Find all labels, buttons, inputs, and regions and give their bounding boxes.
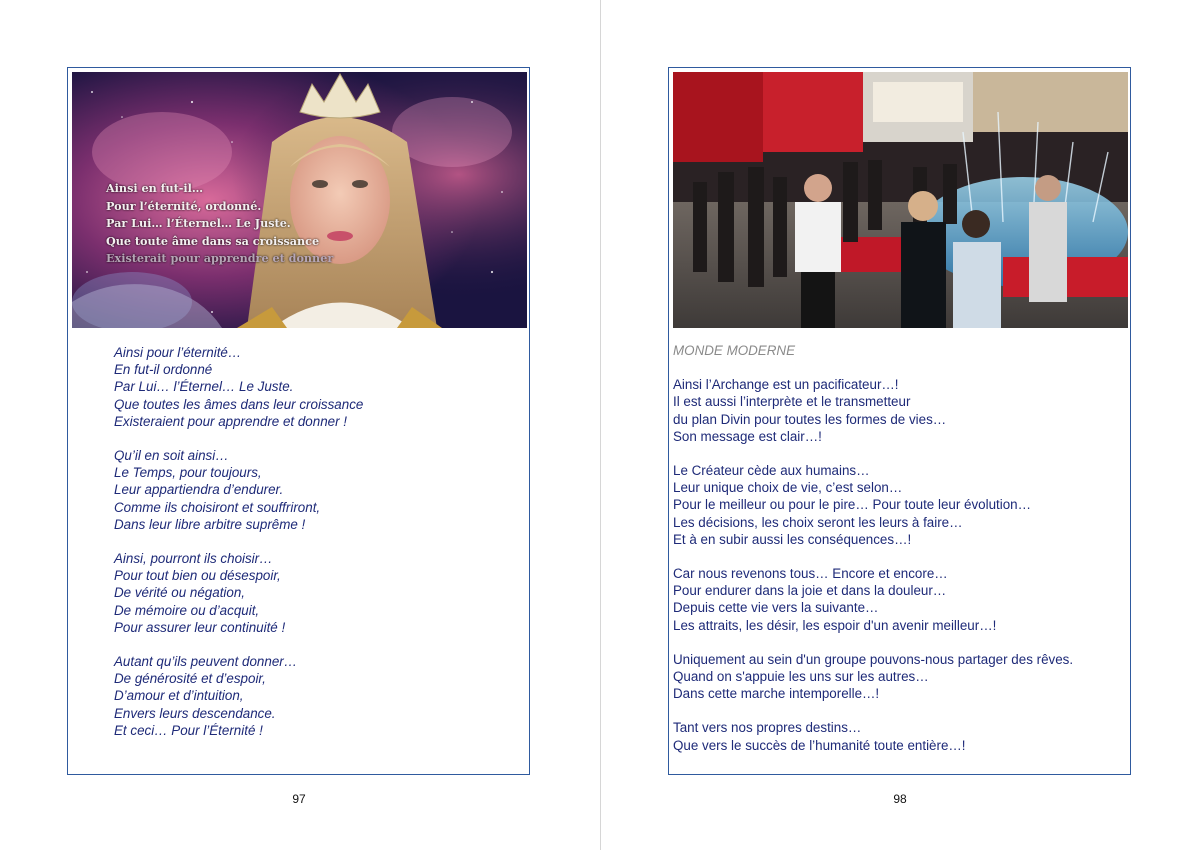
- poem-line: Et ceci… Pour l’Éternité !: [114, 722, 263, 738]
- poem-stanza: [673, 651, 1123, 703]
- mall-scene-illustration: [673, 72, 1128, 328]
- poem-line: du plan Divin pour toutes les formes de vies…: [673, 411, 947, 427]
- poem-line: Le Temps, pour toujours,: [114, 465, 262, 481]
- poem-line: Dans leur libre arbitre suprême !: [114, 516, 306, 532]
- poem-line: Comme ils choisiront et souffriront,: [114, 499, 321, 515]
- poem-line: En fut-il ordonné: [114, 362, 213, 378]
- poem-stanza: [673, 462, 1123, 548]
- right-poem: [673, 342, 1123, 771]
- poem-stanza: [114, 653, 514, 739]
- poem-line: Autant qu’ils peuvent donner…: [114, 654, 298, 670]
- section-heading: MONDE MODERNE: [673, 343, 796, 358]
- poem-line: Pour tout bien ou désespoir,: [114, 568, 281, 584]
- overlay-line: Existerait pour apprendre et donner: [106, 251, 334, 266]
- poem-line: Pour le meilleur ou pour le pire… Pour toute leur évolution…: [673, 497, 1032, 513]
- left-poem: [114, 344, 514, 756]
- poem-line: Le Créateur cède aux humains…: [673, 463, 870, 479]
- poem-line: Quand on s'appuie les uns sur les autres…: [673, 669, 929, 685]
- poem-line: Ainsi, pourront ils choisir…: [114, 551, 273, 567]
- poem-stanza: [673, 565, 1123, 634]
- right-page-frame: [668, 67, 1131, 775]
- poem-line: Pour assurer leur continuité !: [114, 619, 286, 635]
- poem-stanza: [673, 719, 1123, 753]
- poem-stanza: [114, 550, 514, 636]
- page-number-right: 98: [893, 792, 907, 806]
- poem-line: Que toutes les âmes dans leur croissance: [114, 396, 364, 412]
- left-page-frame: [67, 67, 530, 775]
- nebula-portrait-image: [72, 72, 527, 328]
- overlay-line: Ainsi en fut-il…: [106, 181, 204, 195]
- poem-line: Dans cette marche intemporelle…!: [673, 686, 880, 702]
- poem-stanza: [114, 447, 514, 533]
- overlay-line: Que toute âme dans sa croissance: [106, 233, 320, 248]
- mall-scene-image: [673, 72, 1128, 328]
- poem-line: Les attraits, les désir, les espoir d'un avenir meilleur…!: [673, 617, 997, 633]
- poem-line: Il est aussi l’interprète et le transmetteur: [673, 394, 911, 410]
- book-spine: [600, 0, 601, 850]
- poem-line: Et à en subir aussi les conséquences…!: [673, 531, 912, 547]
- poem-line: Depuis cette vie vers la suivante…: [673, 600, 879, 616]
- poem-line: De générosité et d’espoir,: [114, 671, 266, 687]
- page-number-left: 97: [292, 792, 306, 806]
- poem-line: De vérité ou négation,: [114, 585, 246, 601]
- poem-line: Par Lui… l’Éternel… Le Juste.: [114, 379, 294, 395]
- image-overlay-caption: [106, 180, 333, 268]
- poem-line: Leur appartiendra d’endurer.: [114, 482, 284, 498]
- poem-line: Que vers le succès de l’humanité toute entière…!: [673, 737, 966, 753]
- poem-line: Uniquement au sein d'un groupe pouvons-nous partager des rêves.: [673, 651, 1074, 667]
- poem-stanza: [673, 376, 1123, 445]
- poem-line: Car nous revenons tous… Encore et encore…: [673, 566, 948, 582]
- overlay-line: Par Lui… l’Éternel… Le Juste.: [106, 216, 291, 231]
- poem-line: De mémoire ou d’acquit,: [114, 602, 260, 618]
- poem-line: Les décisions, les choix seront les leurs à faire…: [673, 514, 963, 530]
- poem-line: Ainsi pour l’éternité…: [114, 345, 242, 360]
- poem-line: Leur unique choix de vie, c’est selon…: [673, 480, 903, 496]
- poem-line: Qu’il en soit ainsi…: [114, 448, 229, 464]
- poem-line: Envers leurs descendance.: [114, 705, 276, 721]
- poem-line: Existeraient pour apprendre et donner !: [114, 413, 347, 429]
- poem-line: Pour endurer dans la joie et dans la douleur…: [673, 583, 947, 599]
- poem-line: D’amour et d’intuition,: [114, 688, 244, 704]
- overlay-line: Pour l’éternité, ordonné.: [106, 198, 262, 213]
- poem-line: Ainsi l’Archange est un pacificateur…!: [673, 377, 899, 393]
- poem-line: Son message est clair…!: [673, 428, 822, 444]
- poem-stanza: [114, 344, 514, 430]
- poem-line: Tant vers nos propres destins…: [673, 720, 862, 736]
